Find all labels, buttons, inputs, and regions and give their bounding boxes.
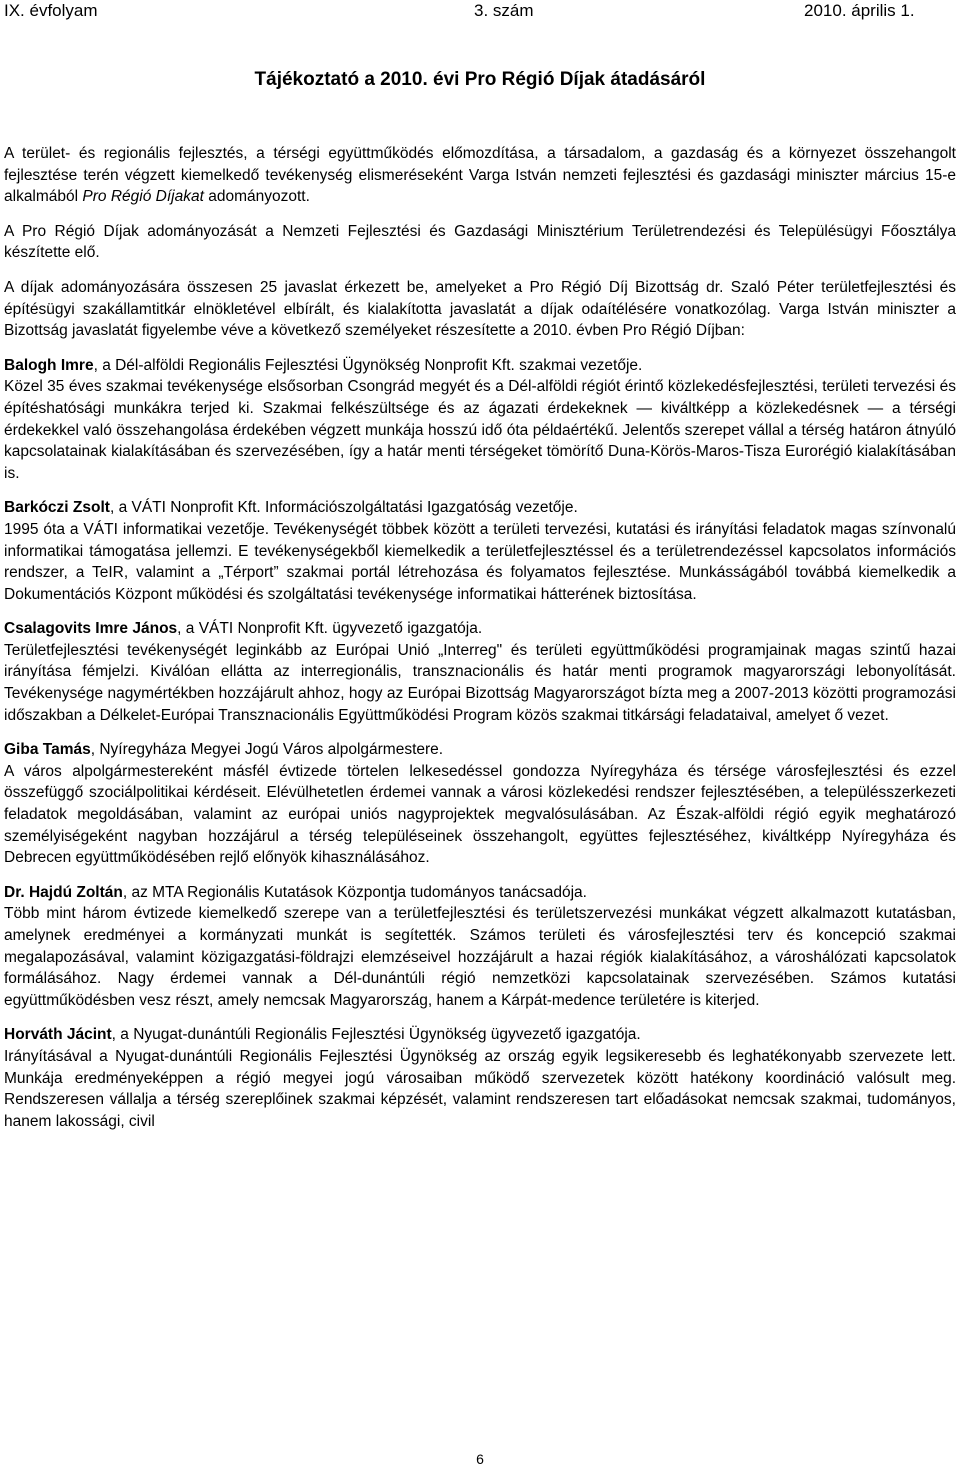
laureate-description: Területfejlesztési tevékenységét leginkább az Európai Unió „Interreg" és területi együttműködési programjainak magas szintű hazai irányítása fémjelzi. Kiválóan ellátta az interregionális, transznacionális és határ menti programok magyarországi lebonyolítását. Tevékenysége nagymértékben hozzájárult ahhoz, hogy az Európai Bizottság Magyarországot bízta meg a 2007-2013 közötti programozási időszakban a Délkelet-Európai Transznacionális Együttműködési Program közös szakmai titkársági feladataival, amelyet ő vezet. bbox=[4, 641, 956, 724]
laureate-heading bbox=[4, 497, 956, 519]
laureate-description: Több mint három évtizede kiemelkedő szerepe van a területfejlesztési és területszervezési munkákat végzett alkalmazott kutatásban, amelynek eredményei a kormányzati munkát is segítették. Számos területi és városfejlesztési terv és koncepció szakmai megalapozásával, valamint közigazgatási-földrajzi elemzéseivel hozzájárult a hazai régiók kialakításához, a városhálózati kapcsolatok formálásához. Nagy érdemei vannak a Dél-dunántúli régió nemzetközi kapcsolatainak szervezésében. Számos kutatási együttműködésben vesz részt, amely nemcsak Magyarország, hanem a Kárpát-medence területére is kiterjed. bbox=[4, 905, 956, 1009]
laureate-entry bbox=[4, 882, 956, 1012]
laureate-entry bbox=[4, 355, 956, 485]
laureate-role: , a VÁTI Nonprofit Kft. Információszolgáltatási Igazgatóság vezetője. bbox=[109, 499, 578, 517]
laureate-name: Csalagovits Imre János bbox=[4, 620, 178, 638]
laureate-entry bbox=[4, 618, 956, 726]
intro-paragraph-1 bbox=[4, 143, 956, 208]
laureate-heading bbox=[4, 882, 956, 904]
laureate-heading bbox=[4, 1024, 956, 1046]
laureate-name: Barkóczi Zsolt bbox=[4, 499, 110, 517]
laureate-name: Balogh Imre bbox=[4, 356, 94, 374]
laureate-heading bbox=[4, 618, 956, 640]
laureate-name: Giba Tamás bbox=[4, 741, 91, 759]
header-date: 2010. április 1. bbox=[804, 1, 915, 20]
page-header bbox=[4, 0, 944, 22]
laureate-role: , Nyíregyháza Megyei Jogú Város alpolgármestere. bbox=[90, 741, 444, 759]
laureate-role: , a VÁTI Nonprofit Kft. ügyvezető igazgatója. bbox=[177, 620, 483, 638]
laureate-entry bbox=[4, 739, 956, 869]
intro-paragraph-3: A díjak adományozására összesen 25 javaslat érkezett be, amelyeket a Pro Régió Díj Bizottság dr. Szaló Péter területfejlesztési és építésügyi szakállamtitkár elnökletével elbírált, és kialakította javaslatát a díjak odaítélésére vonatkozólag. Varga István miniszter a Bizottság javaslatát figyelembe véve a következő személyeket részesítette a 2010. évben Pro Régió Díjban: bbox=[4, 278, 956, 340]
laureate-name: Dr. Hajdú Zoltán bbox=[4, 883, 123, 901]
intro-paragraph-2: A Pro Régió Díjak adományozását a Nemzeti Fejlesztési és Gazdasági Minisztérium Területrendezési és Településügyi Főosztálya készítette elő. bbox=[4, 222, 956, 262]
laureate-entry bbox=[4, 1024, 956, 1132]
document-body bbox=[4, 143, 956, 1145]
laureate-role: , a Nyugat-dunántúli Regionális Fejlesztési Ügynökség ügyvezető igazgatója. bbox=[111, 1026, 641, 1044]
header-issue: 3. szám bbox=[474, 1, 534, 20]
laureate-heading bbox=[4, 739, 956, 761]
intro-p1-text: A terület- és regionális fejlesztés, a térségi együttműködés előmozdítása, a társadalom, a gazdaság és a környezet összehangolt fejlesztése terén végzett kiemelkedő tevékenység elismeréseként Varga István nemzeti fejlesztési és gazdasági miniszter március 15-e alkalmából bbox=[4, 145, 956, 206]
page-number: 6 bbox=[476, 1451, 484, 1467]
laureate-entry bbox=[4, 497, 956, 605]
laureate-description: Irányításával a Nyugat-dunántúli Regionális Fejlesztési Ügynökség az ország egyik legsikeresebb és leghatékonyabb szervezete lett. Munkája eredményeképpen a régió megyei jogú városaiban működő szervezetek között hatékony koordináció valósult meg. Rendszeresen vállalja a térség szereplőinek szakmai képzését, valamint rendszeresen tart előadásokat nemcsak szakmai, tudományos, hanem lakossági, civil bbox=[4, 1047, 956, 1130]
laureate-description: A város alpolgármestereként másfél évtizede törtelen lelkesedéssel gondozza Nyíregyháza és térsége városfejlesztési és ezzel összefüggő szociálpolitikai kérdéseit. Elévülhetetlen érdemei vannak a városi közlekedési rendszer fejlesztésében, a településszerkezeti feladatok megoldásában, valamint az európai uniós nagyprojektek megvalósulásában. Az Észak-alföldi régió egyik meghatározó személyiségeként nagyban hozzájárul a térség településeinek összehangolt, együttes fejlesztéséhez, kiváltképp Nyíregyháza és Debrecen együttműködésében rejlő előnyök kihasználásához. bbox=[4, 762, 956, 867]
intro-p1-end: adományozott. bbox=[208, 188, 310, 206]
document-title: Tájékoztató a 2010. évi Pro Régió Díjak átadásáról bbox=[254, 69, 706, 90]
header-volume: IX. évfolyam bbox=[4, 1, 98, 20]
laureate-name: Horváth Jácint bbox=[4, 1026, 112, 1044]
laureate-role: , az MTA Regionális Kutatások Központja tudományos tanácsadója. bbox=[122, 883, 587, 901]
laureate-role: , a Dél-alföldi Regionális Fejlesztési Ügynökség Nonprofit Kft. szakmai vezetője. bbox=[93, 356, 643, 374]
laureate-description: 1995 óta a VÁTI informatikai vezetője. Tevékenységét többek között a területi tervezési, kutatási és irányítási feladatok magas színvonalú informatikai támogatása jellemzi. E tevékenységekből kiemelkedik a területfejlesztéssel és a területrendezéssel kapcsolatos információs rendszer, a TeIR, valamint a „Térport” szakmai portál létrehozása és folyamatos fejlesztése. Munkásságából továbbá kiemelkedik a Dokumentációs Központ működési és szolgáltatási tevékenysége informatikai hátterének biztosítása. bbox=[4, 520, 956, 603]
intro-p1-italic: Pro Régió Díjakat bbox=[82, 188, 204, 206]
laureate-heading bbox=[4, 355, 956, 377]
laureate-description: Közel 35 éves szakmai tevékenysége elsősorban Csongrád megyét és a Dél-alföldi régiót érintő közlekedésfejlesztési, területi tervezési és építéshatósági munkákra terjed ki. Szakmai felkészültsége és az ágazati érdekeknek — kiváltképp a közlekedésnek — a térségi érdekekkel való összehangolása érdekében végzett munkája hosszú idő óta példaértékű. Jelentős szerepet vállal a térség határon átnyúló kapcsolatainak kialakításában és szervezésében, így a határ menti térségeket tömörítő Duna-Körös-Maros-Tisza Eurorégió kialakításában is. bbox=[4, 378, 956, 482]
